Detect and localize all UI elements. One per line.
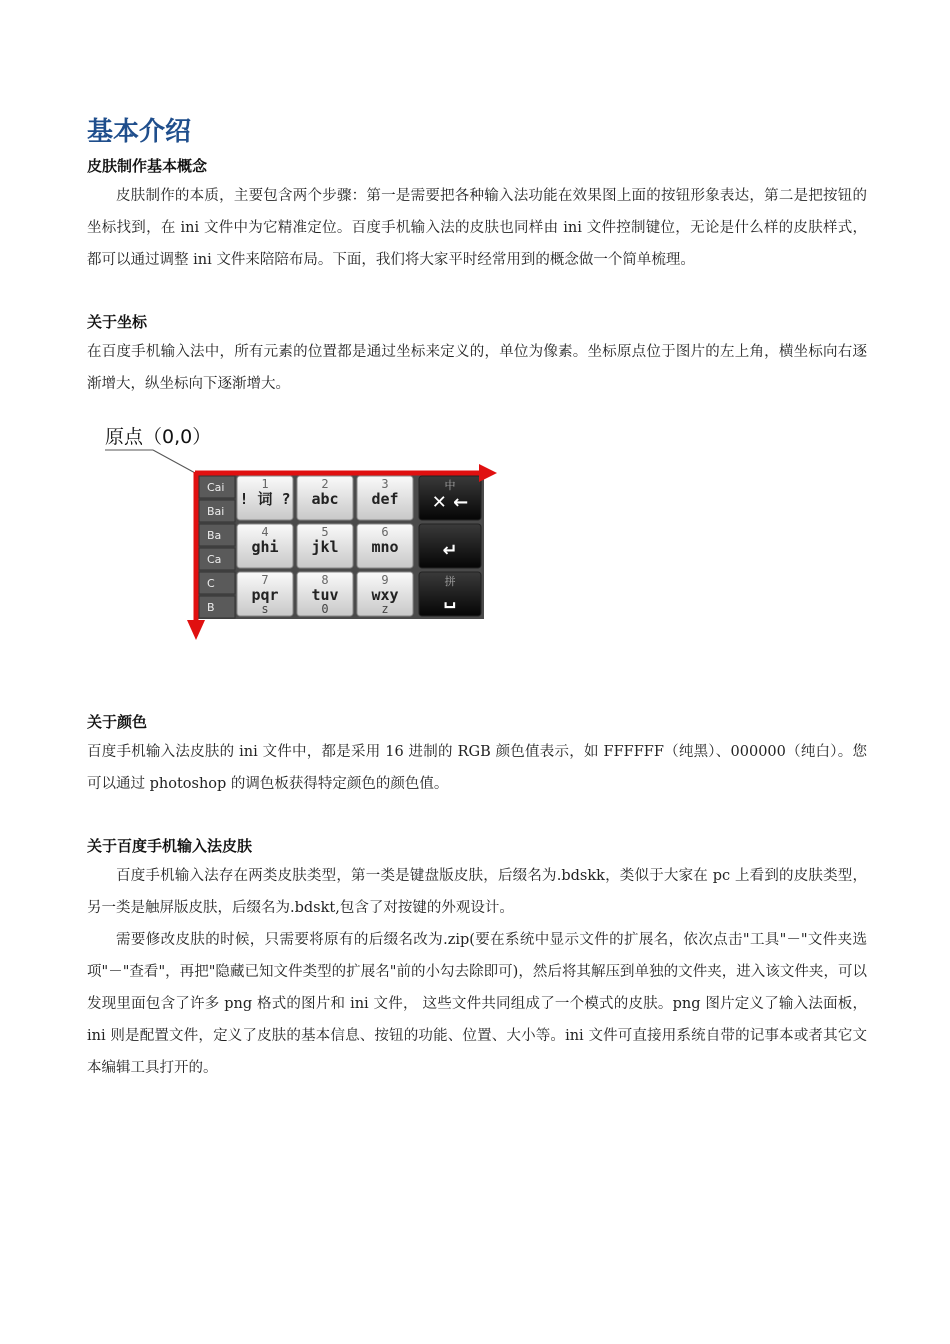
paragraph-skins-2: 需要修改皮肤的时候，只需要将原有的后缀名改为.zip(要在系统中显示文件的扩展名，依次点击"工具"－"文件夹选项"－"查看"，再把"隐藏已知文件类型的扩展名"前的小勾去除即可)，然后将其解压到单独的文件夹，进入该文件夹，可以发现里面包含了许多 png 格式的图片和 ini 文件， 这些文件共同组成了一个模式的皮肤。png 图片定义了输入法面板，ini 则是配置文件，定义了皮肤的基本信息、按钮的功能、位置、大小等。ini 文件可直接用系统自带的记事本或者其它文本编辑工具打开的。 xyxy=(87,932,867,1076)
paragraph-coordinates: 在百度手机输入法中，所有元素的位置都是通过坐标来定义的，单位为像素。坐标原点位于图片的左上角，横坐标向右逐渐增大，纵坐标向下逐渐增大。 xyxy=(87,344,867,392)
key-letters: abc xyxy=(311,490,339,508)
key-number: 6 xyxy=(381,525,389,539)
function-key-hint: 中 xyxy=(444,479,456,492)
keyboard-diagram xyxy=(87,400,867,700)
side-key xyxy=(199,572,235,594)
key-number: 7 xyxy=(261,573,269,587)
key-letters: tuv xyxy=(311,586,339,604)
key-letters: mno xyxy=(371,538,399,556)
x-axis-arrowhead xyxy=(479,464,497,482)
heading-colors: 关于颜色 xyxy=(87,713,148,731)
function-key-symbol: ✕ ← xyxy=(431,492,469,513)
key-number: 1 xyxy=(261,477,269,491)
page-title: 基本介绍 xyxy=(87,117,192,147)
key-number: 5 xyxy=(321,525,329,539)
main-key-grid xyxy=(237,476,413,616)
function-key-column xyxy=(419,476,481,616)
function-key-hint: 拼 xyxy=(444,575,456,588)
heading-coordinates: 关于坐标 xyxy=(87,313,148,331)
key-number: 3 xyxy=(381,477,389,491)
paragraph-colors: 百度手机输入法皮肤的 ini 文件中，都是采用 16 进制的 RGB 颜色值表示，如 FFFFFF（纯黑）、000000（纯白）。您可以通过 photoshop 的调色板获得特定颜色的颜色值。 xyxy=(87,744,867,792)
y-axis-arrowhead xyxy=(187,620,205,640)
side-key-label: Bai xyxy=(207,505,225,518)
side-key-label: Ca xyxy=(207,553,222,566)
keyboard-coordinate-figure xyxy=(87,400,867,700)
key-number: 2 xyxy=(321,477,329,491)
heading-skins: 关于百度手机输入法皮肤 xyxy=(87,837,253,855)
function-key-symbol: ␣ xyxy=(443,588,457,609)
document-page xyxy=(87,112,867,1084)
function-key-symbol: ↵ xyxy=(442,540,458,561)
side-key-label: C xyxy=(207,577,215,590)
key-letters: ! 词 ? xyxy=(239,490,291,508)
key-letters: jkl xyxy=(311,538,339,556)
key-number: 4 xyxy=(261,525,269,539)
paragraph-concepts: 皮肤制作的本质，主要包含两个步骤：第一是需要把各种输入法功能在效果图上面的按钮形象表达，第二是把按钮的坐标找到，在 ini 文件中为它精准定位。百度手机输入法的皮肤也同样由 ini 文件控制键位，无论是什么样的皮肤样式，都可以通过调整 ini 文件来陪陪布局。下面，我们将大家平时经常用到的概念做一个简单梳理。 xyxy=(87,188,867,268)
key-extra: z xyxy=(381,602,389,616)
side-key-label: Ba xyxy=(207,529,222,542)
origin-label: 原点（0,0） xyxy=(105,426,212,448)
key-letters: ghi xyxy=(251,538,279,556)
heading-concepts: 皮肤制作基本概念 xyxy=(87,157,208,175)
key-extra: s xyxy=(261,602,269,616)
origin-leader-line xyxy=(153,450,197,474)
side-key-label: Cai xyxy=(207,481,225,494)
paragraph-skins-1: 百度手机输入法存在两类皮肤类型，第一类是键盘版皮肤，后缀名为.bdskk，类似于大家在 pc 上看到的皮肤类型，另一类是触屏版皮肤，后缀名为.bdskt,包含了对按键的外观设计。 xyxy=(87,868,867,916)
key-letters: def xyxy=(371,490,399,508)
key-extra: 0 xyxy=(321,602,329,616)
key-letters: wxy xyxy=(371,586,399,604)
key-letters: pqr xyxy=(251,586,279,604)
key-number: 8 xyxy=(321,573,329,587)
side-key-label: B xyxy=(207,601,215,614)
side-key xyxy=(199,596,235,618)
key-number: 9 xyxy=(381,573,389,587)
